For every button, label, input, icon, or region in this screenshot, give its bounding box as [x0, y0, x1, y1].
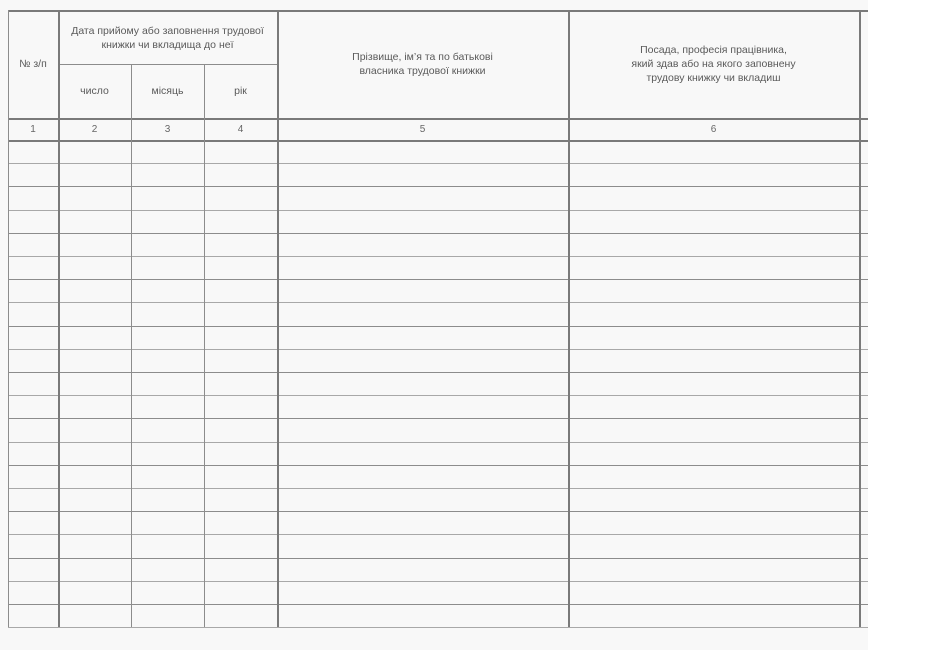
column-number-2-label: 2: [91, 124, 98, 135]
column-number-5-label: 5: [419, 124, 426, 135]
table-row-rule: [8, 372, 868, 373]
header-month-label: місяць: [151, 85, 184, 97]
table-row-rule: [8, 604, 868, 605]
table-top-border: [8, 10, 868, 12]
column-number-6-label: 6: [710, 124, 717, 135]
column-rule: [58, 10, 60, 627]
table-left-border: [8, 10, 9, 627]
column-rule: [568, 10, 570, 627]
table-row-rule: [8, 233, 868, 234]
employment-record-table: [8, 10, 868, 630]
table-row-rule: [8, 256, 868, 257]
table-row-rule: [8, 279, 868, 280]
column-number-1-label: 1: [30, 124, 36, 135]
header-row-number-label: № з/п: [19, 58, 47, 70]
header-owner-name-label: Прізвище, ім’я та по батькові власника трудової книжки: [352, 51, 493, 77]
page-margin: [868, 0, 927, 650]
column-number-4-label: 4: [237, 124, 244, 135]
table-row-rule: [8, 395, 868, 396]
column-rule: [204, 64, 205, 627]
table-row-rule: [8, 465, 868, 466]
header-position-label: Посада, професія працівника, який здав або на якого заповнену трудову книжку чи вкладиш: [631, 44, 796, 84]
table-row-rule: [8, 349, 868, 350]
number-row-bottom-rule: [8, 140, 868, 142]
table-row-rule: [8, 418, 868, 419]
table-row-rule: [8, 488, 868, 489]
column-number-3-label: 3: [164, 124, 171, 135]
column-rule: [859, 10, 861, 627]
table-row-rule: [8, 302, 868, 303]
column-rule: [277, 10, 279, 627]
table-row-rule: [8, 511, 868, 512]
table-row-rule: [8, 581, 868, 582]
header-day-label: число: [80, 85, 109, 97]
table-row-rule: [8, 558, 868, 559]
table-row-rule: [8, 627, 868, 628]
header-bottom-rule: [8, 118, 868, 120]
table-row-rule: [8, 534, 868, 535]
table-row-rule: [8, 210, 868, 211]
table-row-rule: [8, 442, 868, 443]
column-rule: [131, 64, 132, 627]
table-row-rule: [8, 163, 868, 164]
header-year-label: рік: [234, 85, 247, 97]
table-grid: [8, 10, 868, 630]
date-subheader-rule: [58, 64, 277, 65]
table-row-rule: [8, 326, 868, 327]
header-date-group-label: Дата прийому або заповнення трудової книжки чи вкладища до неї: [71, 25, 264, 51]
table-row-rule: [8, 186, 868, 187]
